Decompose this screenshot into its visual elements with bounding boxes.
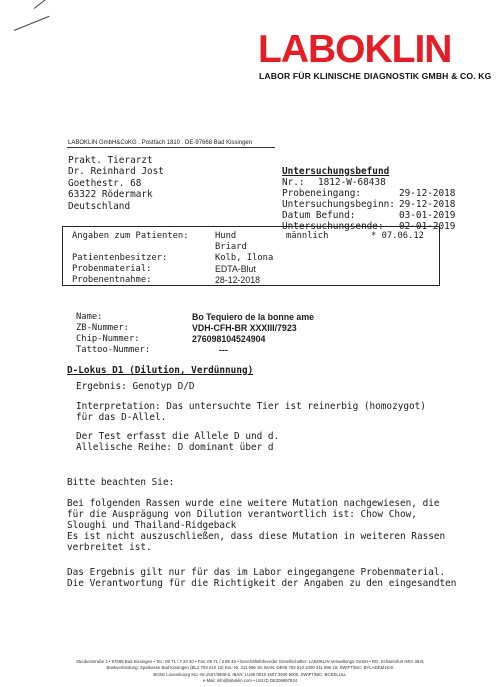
report-row-value: 02-01-2019 [399,221,456,232]
zb-number: VDH-CFH-BR XXXIII/7923 [192,323,297,333]
sender-underline [67,147,275,148]
alleles-line: Der Test erfasst die Allele D und d. [76,431,280,442]
material-label: Probenmaterial: [72,264,152,274]
interpretation-line: Interpretation: Das untersuchte Tier ist reinerbig (homozygot) [76,401,426,412]
sampling-date: 28-12-2018 [215,275,260,285]
report-row-value: 03-01-2019 [399,210,456,221]
footer-line: e-Mail: info@laboklin.com • USt.ID DE206897824 [202,677,298,683]
report-row-label: Probeneingang: [282,188,362,199]
notes-line: Sloughi und Thailand-Ridgeback [67,520,237,531]
scan-mark [34,0,55,9]
owner-label: Patientenbesitzer: [72,253,168,263]
report-row-value: 29-12-2018 [399,199,456,210]
footer-line: BCEE Luxembourg Kto.-Nr.1507/3600-5, IBAN: LU95 0019 1507 3600 5000, SWIFT/BIC: BCEELULL [153,671,347,677]
patient-label: Angaben zum Patienten: [72,231,189,241]
recipient-line: Goethestr. 68 [68,177,142,189]
material-value: EDTA-Blut [215,264,256,274]
footer [0,659,500,684]
logo-subtitle: LABOR FÜR KLINISCHE DIAGNOSTIK GMBH & CO. KG [259,71,492,81]
interpretation-line: für das D-Allel. [76,412,167,423]
chip-number: 276098104524904 [192,334,266,344]
report-row-label: Datum Befund: [282,210,356,221]
report-row-value: 29-12-2018 [399,188,456,199]
notes-heading: Bitte beachten Sie: [67,477,175,488]
owner-name: Kolb, Ilona [215,253,274,263]
recipient-address [68,155,164,212]
footer-line: Steubenstraße 4 • 97688 Bad Kissingen • Tel.: 09 71 / 7 20 20 • Fax: 09 71 / 6 85 46 • Geschäftsführender Gesellschafter: LABOKLIN Verwaltungs-GmbH • RG. Schweinfurt HRA 3631 [75,659,425,664]
patient-sex: männlich [286,231,329,241]
report-row-label: Untersuchungsende: [282,221,384,232]
sampling-date-label: Probenentnahme: [72,275,152,285]
recipient-line: 63322 Rödermark [68,189,153,201]
test-heading: D-Lokus D1 (Dilution, Verdünnung) [67,365,254,376]
sender-address: LABOKLIN GmbH&CoKG . Postfach 1810 . DE-97668 Bad Kissingen [68,140,253,146]
notes-line: verbreitet ist. [67,542,152,553]
notes-line: Bei folgenden Rassen wurde eine weitere Mutation nachgewiesen, die [67,498,440,509]
scan-mark [14,16,50,31]
report-row [282,199,462,210]
animal-name-label: Name: [76,312,103,322]
report-title: Untersuchungsbefund [282,166,390,177]
patient-species: Hund [215,231,237,241]
patient-birth: * 07.06.12 [371,231,424,241]
tattoo-number-label: Tattoo-Nummer: [76,345,151,355]
tattoo-number: --- [219,345,228,355]
zb-number-label: ZB-Nummer: [76,323,129,333]
recipient-line: Dr. Reinhard Jost [68,166,164,178]
notes-line: Es ist nicht auszuschließen, dass diese Mutation in weiteren Rassen [67,531,446,542]
recipient-line: Deutschland [68,200,131,212]
report-row [282,210,462,221]
animal-name: Bo Tequiero de la bonne ame [192,312,315,322]
report-row-label: Untersuchungsbeginn: [282,199,395,210]
test-result: Ergebnis: Genotyp D/D [76,381,195,392]
patient-breed: Briard [215,242,247,252]
report-details [282,177,462,232]
report-row [282,188,462,199]
report-number-row [282,177,462,188]
recipient-line: Prakt. Tierarzt [68,155,153,166]
disclaimer-line: Die Verantwortung für die Richtigkeit der Angaben zu den eingesandten [67,578,457,589]
report-number: 1812-W-68438 [318,177,386,188]
alleles-line: Allelische Reihe: D dominant über d [76,442,274,453]
report-number-label: Nr.: [282,177,305,188]
laboklin-logo: LABOKLIN [258,28,452,71]
disclaimer-line: Das Ergebnis gilt nur für das im Labor eingegangene Probenmaterial. [67,567,446,578]
footer-line: Bankverbindung: Sparkasse Bad Kissingen (BLZ 793 510 10) Kto.-Nr. 311 596 19, IBAN: DE09 793 510 1000 311 596 19, SWIFT/BIC: BYLADEM1KIS [106,665,394,671]
notes-line: für die Ausprägung von Dilution verantwortlich ist: Chow Chow, [67,509,417,520]
chip-number-label: Chip-Nummer: [76,334,140,344]
